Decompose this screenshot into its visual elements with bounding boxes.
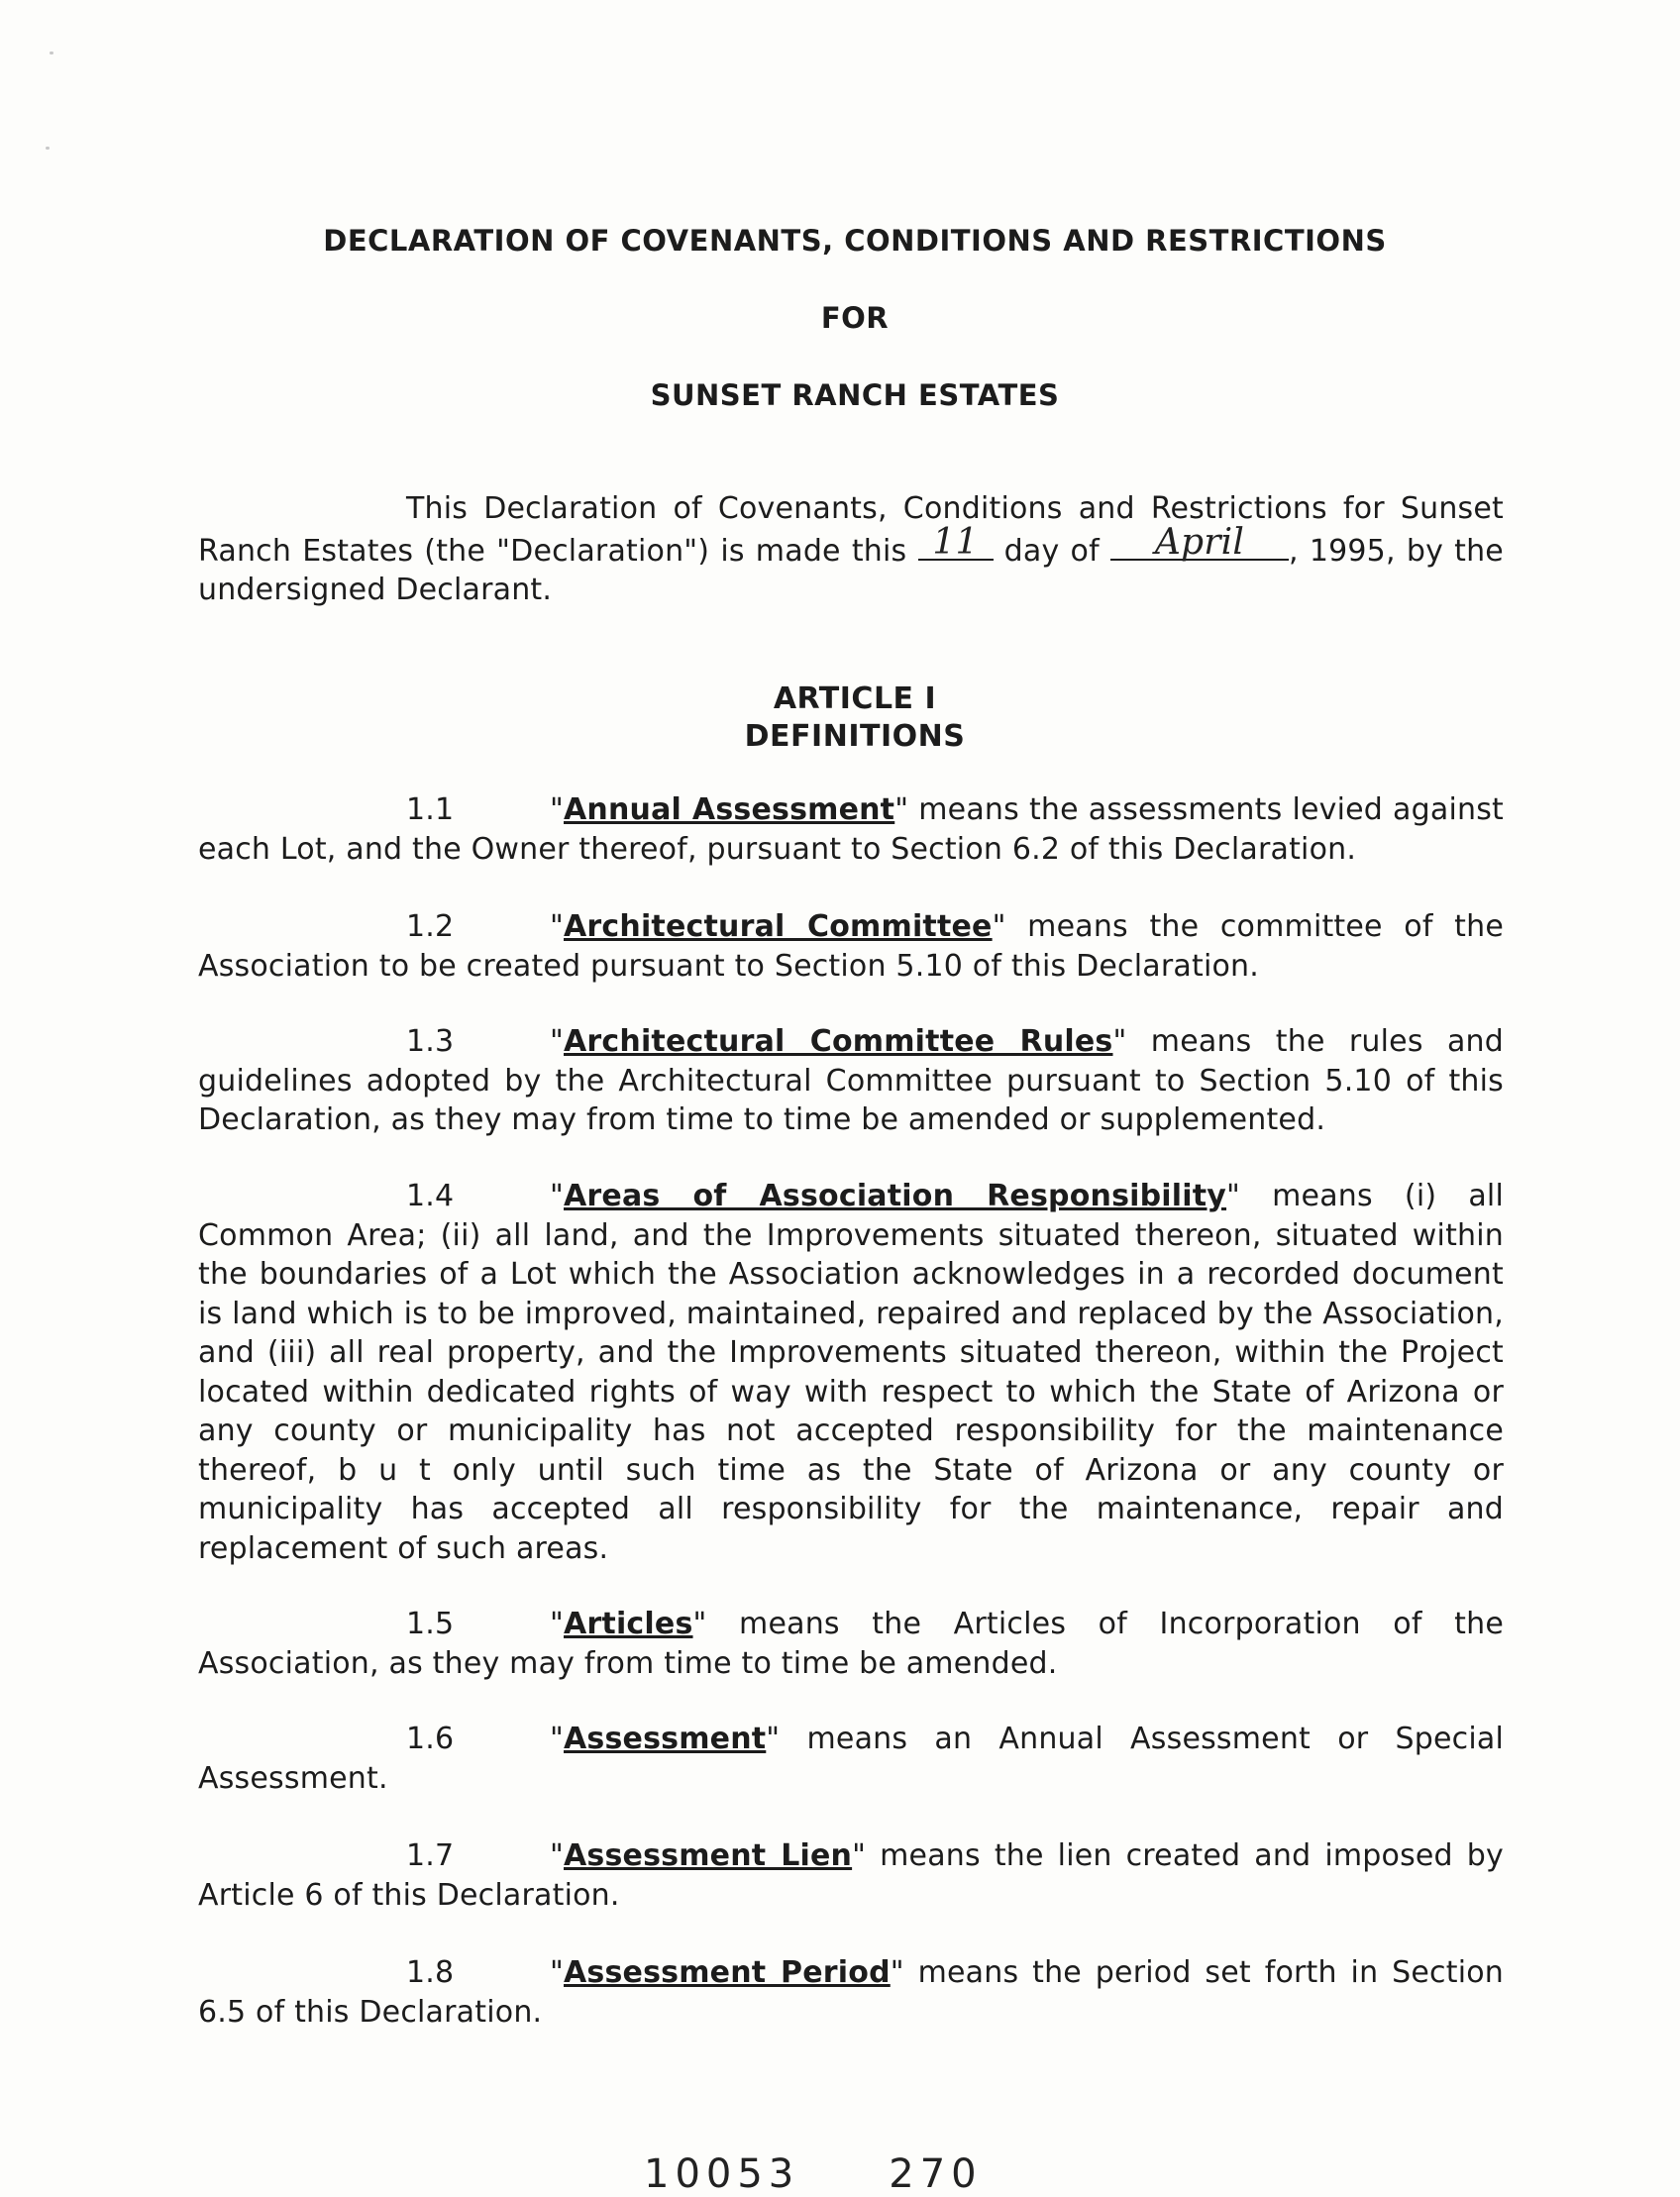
definition-text: " means the rules and guidelines adopted by the Architectural Committee pursuant to Section 5.10 of this Declaration, as they may from time to time be amended or supplemented.	[198, 1024, 1504, 1137]
intro-day-of: day of	[1003, 533, 1100, 569]
section-number: 1.3	[406, 1024, 455, 1059]
scan-speck	[46, 147, 50, 150]
definition-text: " means the lien created and imposed by Article 6 of this Declaration.	[198, 1838, 1504, 1913]
handwritten-day: 11	[932, 522, 979, 563]
definition-text: " means the period set forth in Section 6.5 of this Declaration.	[198, 1955, 1505, 2030]
defined-term: Areas of Association Responsibility	[564, 1179, 1227, 1213]
page-number: 270	[889, 2151, 983, 2197]
intro-text: This Declaration of Covenants, Conditions and Restrictions for Sunset Ranch Estates (the "Declaration") is made this	[198, 491, 1504, 569]
document-title: DECLARATION OF COVENANTS, CONDITIONS AND RESTRICTIONS	[323, 224, 1387, 258]
section-number: 1.8	[406, 1955, 455, 1990]
handwritten-month: April	[1154, 522, 1245, 563]
definition-1-2: 1.2 "Architectural Committee" means the committee of the Association to be created pursuant to Section 5.10 of this Declaration.	[198, 909, 1504, 984]
article-subheading: DEFINITIONS	[744, 719, 966, 754]
defined-term: Annual Assessment	[564, 792, 895, 827]
day-blank	[918, 522, 994, 563]
scan-speck	[50, 52, 53, 54]
definition-1-4: 1.4 "Areas of Association Responsibility" means (i) all Common Area; (ii) all land, and the Improvements situated thereon, situated within the boundaries of a Lot which the Association acknowledges in a recorded document is land which is to be improved, maintained, repaired and replaced by the Association, and (iii) all real property, and the Improvements situated thereon, within the Project located within dedicated rights of way with respect to which the State of Arizona or any county or municipality has not accepted responsibility for the maintenance thereof, b u t only until such time as the State of Arizona or any county or municipality has accepted all responsibility for the maintenance, repair and replacement of such areas.	[198, 1179, 1504, 1566]
definition-1-3: 1.3 "Architectural Committee Rules" means the rules and guidelines adopted by the Architectural Committee pursuant to Section 5.10 of this Declaration, as they may from time to time be amended or supplemented.	[198, 1024, 1504, 1137]
month-blank	[1110, 522, 1289, 563]
section-number: 1.1	[406, 792, 455, 827]
document-title-for: FOR	[820, 301, 890, 335]
definition-text: " means (i) all Common Area; (ii) all land, and the Improvements situated thereon, situated within the boundaries of a Lot which the Association acknowledges in a recorded document is land which is to be improved, maintained, repaired and replaced by the Association, and (iii) all real property, and the Improvements situated thereon, within the Project located within dedicated rights of way with respect to which the State of Arizona or any county or municipality has not accepted responsibility for the maintenance thereof, b u t only until such time as the State of Arizona or any county or municipality has accepted all responsibility for the maintenance, repair and replacement of such areas.	[198, 1179, 1504, 1566]
defined-term: Architectural Committee	[564, 909, 993, 944]
article-heading: ARTICLE I	[773, 681, 937, 716]
definition-text: " means an Annual Assessment or Special Assessment.	[198, 1722, 1504, 1796]
definition-1-1: 1.1 "Annual Assessment" means the assessments levied against each Lot, and the Owner thereof, pursuant to Section 6.2 of this Declaration.	[198, 792, 1504, 867]
defined-term: Articles	[564, 1607, 693, 1641]
definition-1-7: 1.7 "Assessment Lien" means the lien created and imposed by Article 6 of this Declaration.	[198, 1838, 1504, 1913]
recording-stamp	[644, 2151, 1072, 2197]
definition-text: " means the assessments levied against each Lot, and the Owner thereof, pursuant to Section 6.2 of this Declaration.	[198, 792, 1504, 867]
section-number: 1.2	[406, 909, 455, 944]
defined-term: Assessment	[564, 1722, 767, 1756]
defined-term: Assessment Lien	[564, 1838, 853, 1873]
book-number: 10053	[644, 2151, 800, 2197]
document-subtitle: SUNSET RANCH ESTATES	[650, 378, 1060, 412]
intro-paragraph	[198, 489, 1504, 610]
section-number: 1.5	[406, 1607, 455, 1641]
section-number: 1.4	[406, 1179, 455, 1213]
section-number: 1.7	[406, 1838, 455, 1873]
section-number: 1.6	[406, 1722, 455, 1756]
definition-1-5: 1.5 "Articles" means the Articles of Incorporation of the Association, as they may from time to time be amended.	[198, 1607, 1504, 1681]
definition-text: " means the Articles of Incorporation of the Association, as they may from time to time be amended.	[198, 1607, 1504, 1681]
definition-1-8: 1.8 "Assessment Period" means the period set forth in Section 6.5 of this Declaration.	[198, 1955, 1505, 2030]
definition-1-6: 1.6 "Assessment" means an Annual Assessment or Special Assessment.	[198, 1722, 1504, 1796]
defined-term: Assessment Period	[564, 1955, 891, 1990]
definition-text: " means the committee of the Association to be created pursuant to Section 5.10 of this Declaration.	[198, 909, 1504, 984]
defined-term: Architectural Committee Rules	[564, 1024, 1113, 1059]
intro-year-text: , 1995, by the undersigned Declarant.	[198, 533, 1504, 607]
